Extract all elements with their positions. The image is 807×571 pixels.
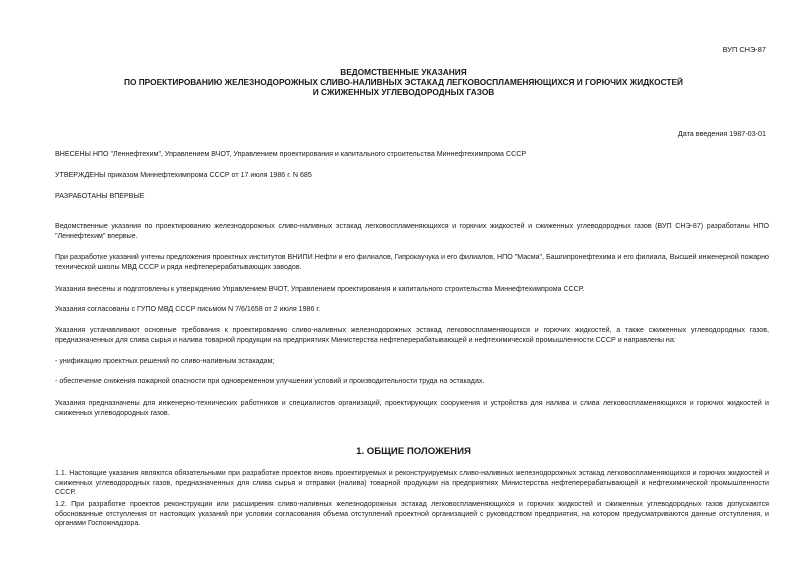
section-1-heading: [0, 447, 807, 456]
body-paragraph-1: Ведомственные указания по проектированию железнодорожных сливо-наливных эстакад легковоспламеняющихся и горючих жидкостей и сжиженных углеводородных газов (ВУП СНЭ-87) разработаны НПО "Леннефтехим" впервые.: [55, 222, 769, 240]
introduction-date: Дата введения 1987-03-01: [677, 129, 766, 138]
title-line-3: И СЖИЖЕННЫХ УГЛЕВОДОРОДНЫХ ГАЗОВ: [312, 87, 495, 98]
body-paragraph-4: Указания согласованы с ГУПО МВД СССР письмом N 7/6/1658 от 2 июля 1986 г.: [55, 305, 321, 313]
document-code: ВУП СНЭ-87: [722, 45, 766, 54]
approved-by: УТВЕРЖДЕНЫ приказом Миннефтехимпрома СССР от 17 июля 1986 г. N 685: [55, 171, 312, 179]
developed-note: РАЗРАБОТАНЫ ВПЕРВЫЕ: [55, 192, 145, 200]
body-paragraph-8: Указания предназначены для инженерно-технических работников и специалистов организаций, проектирующих сооружения и устройства для налива и слива легковоспламеняющихся и горючих жидкостей и сжиженных углеводородных газов.: [55, 399, 769, 417]
body-paragraph-6: - унификацию проектных решений по сливо-наливным эстакадам;: [55, 357, 275, 365]
document-title: [60, 67, 747, 98]
title-line-2: ПО ПРОЕКТИРОВАНИЮ ЖЕЛЕЗНОДОРОЖНЫХ СЛИВО-НАЛИВНЫХ ЭСТАКАД ЛЕГКОВОСПЛАМЕНЯЮЩИХСЯ И ГОРЮЧИХ ЖИДКОСТЕЙ: [124, 77, 683, 88]
section-1-paragraph-2: 1.2. При разработке проектов реконструкции или расширения сливо-наливных железнодорожных эстакад легковоспламеняющихся и горючих жидкостей и сжиженных углеводородных газов допускаются обоснованные отступления от настоящих указаний при условии согласования объема отступлений проектной организацией с руководством предприятия, на котором предусматриваются данные отступления, и органами Госпожнадзора.: [55, 500, 769, 528]
introduced-by: ВНЕСЕНЫ НПО "Леннефтехим", Управлением ВЧОТ, Управлением проектирования и капитального строительства Миннефтехимпрома СССР: [55, 150, 527, 158]
body-paragraph-3: Указания внесены и подготовлены к утверждению Управлением ВЧОТ, Управлением проектирования и капитального строительства Миннефтехимпрома СССР.: [55, 285, 585, 293]
body-paragraph-2: При разработке указаний учтены предложения проектных институтов ВНИПИ Нефти и его филиалов, Гипрокаучука и его филиалов, НПО "Масма", Башгипронефтехима и его филиала, Высшей инженерной пожарно технической школы МВД СССР и ряда нефтеперерабатывающих заводов.: [55, 253, 769, 271]
body-paragraph-5: Указания устанавливают основные требования к проектированию сливо-наливных железнодорожных эстакад легковоспламеняющихся и горючих жидкостей, а также сжиженных углеводородных газов, предназначенных для слива сырья и налива товарной продукции на предприятиях Министерства нефтеперерабатывающей и нефтехимической промышленности СССР и направлены на:: [55, 326, 769, 344]
section-1-paragraph-1: 1.1. Настоящие указания являются обязательными при разработке проектов вновь проектируемых и реконструируемых сливо-наливных железнодорожных эстакад легковоспламеняющихся и горючих жидкостей и сжиженных углеводородных газов, предназначенных для слива сырья и отправки (налива) товарной продукции на предприятиях Министерства нефтеперерабатывающей и нефтехимической промышленности СССР.: [55, 469, 769, 497]
body-paragraph-7: - обеспечение снижения пожарной опасности при одновременном улучшении условий и производительности труда на эстакадах.: [55, 377, 485, 385]
title-line-1: ВЕДОМСТВЕННЫЕ УКАЗАНИЯ: [340, 67, 467, 77]
section-1-title: 1. ОБЩИЕ ПОЛОЖЕНИЯ: [356, 446, 471, 457]
